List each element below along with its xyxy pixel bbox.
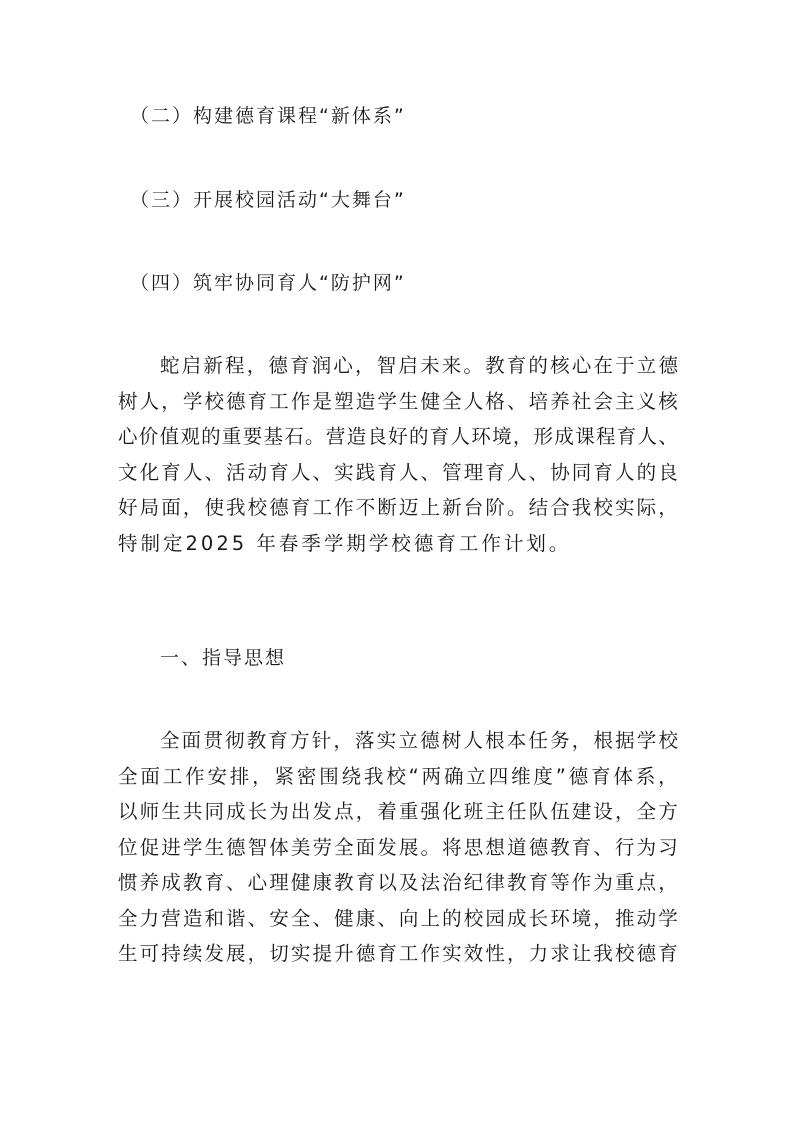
text-line: 全 力 营 造 和 谐 、 安 全 、 健 康 、 向 上 的 校 园 成 长 环 境 ， 推 动 学 [118, 906, 678, 930]
text-line: 树 人 ， 学 校 德 育 工 作 是 塑 造 学 生 健 全 人 格 、 培 养 社 会 主 义 核 [118, 389, 678, 413]
text-line: 心 价 值 观 的 重 要 基 石 。 营 造 良 好 的 育 人 环 境 ， 形 成 课 程 育 人 、 [118, 425, 678, 448]
text-line: 以 师 生 共 同 成 长 为 出 发 点 ， 着 重 强 化 班 主 任 队 伍 建 设 ， 全 方 [118, 800, 678, 823]
text-line: 好 局 面 ， 使 我 校 德 育 工 作 不 断 迈 上 新 台 阶 。 结 合 我 校 实 际 ， [118, 496, 678, 519]
text-line: 位 促 进 学 生 德 智 体 美 劳 全 面 发 展 。 将 思 想 道 德 教 育 、 行 为 习 [118, 835, 678, 859]
intro-paragraph [118, 348, 678, 561]
heading-4: （四）筑牢协同育人“防护网” [130, 272, 406, 294]
body-paragraph [118, 723, 678, 972]
text-line: 生 可 持 续 发 展 ， 切 实 提 升 德 育 工 作 实 效 性 ， 力 求 让 我 校 德 育 [118, 942, 678, 965]
heading-2: （二）构建德育课程“新体系” [130, 105, 406, 127]
text-line: 蛇 启 新 程 ， 德 育 润 心 ， 智 启 未 来 。 教 育 的 核 心 在 于 立 德 [160, 354, 678, 377]
text-line: 全 面 工 作 安 排 ， 紧 密 围 绕 我 校 “ 两 确 立 四 维 度 ” 德 育 体 系 ， [118, 764, 678, 788]
text-line: 全 面 贯 彻 教 育 方 针 ， 落 实 立 德 树 人 根 本 任 务 ， 根 据 学 校 [160, 729, 678, 752]
text-line: 惯 养 成 教 育 、 心 理 健 康 教 育 以 及 法 治 纪 律 教 育 等 作 为 重 点 ， [118, 871, 678, 894]
heading-3: （三）开展校园活动“大舞台” [130, 189, 406, 211]
text-line: 文 化 育 人 、 活 动 育 人 、 实 践 育 人 、 管 理 育 人 、 协 同 育 人 的 良 [118, 460, 678, 484]
section-title: 一、指导思想 [160, 647, 287, 669]
text-line: 特制定2025 年春季学期学校德育工作计划。 [118, 531, 572, 555]
